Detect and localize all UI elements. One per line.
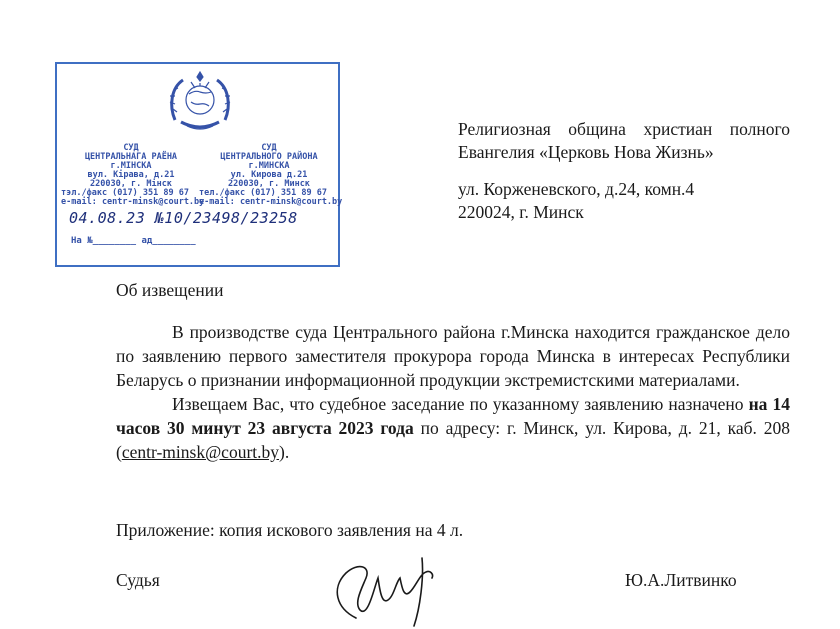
addressee-block (458, 118, 790, 224)
stamp-handwritten-number: 04.08.23 №10/23498/23258 (69, 209, 298, 227)
para2-mid: по адресу: г. Минск, ул. Кирова, д. 21, каб. 208 ( (116, 418, 790, 462)
judge-title: Судья (116, 570, 160, 590)
stamp-district: ЦЕНТРАЛЬНАГА РАЁНА (84, 152, 178, 162)
stamp-left-block (61, 143, 205, 207)
stamp-email: e-mail: centr-minsk@court.by (61, 197, 205, 207)
stamp-court-label: СУД (261, 143, 277, 153)
stamp-tel: тел./факс (017) 351 89 67 (199, 188, 327, 198)
para2-end: ). (279, 442, 290, 462)
stamp-zip: 220030, г. Мiнск (90, 179, 172, 189)
stamp-city: г.МИНСКА (248, 161, 290, 171)
stamp-right-block (199, 143, 343, 207)
judge-signature-icon (316, 548, 456, 628)
address-line-2: 220024, г. Минск (458, 202, 584, 222)
stamp-street: вул. Кiрава, д.21 (87, 170, 175, 180)
body-paragraph-1: В производстве суда Центрального района г.Минска находится гражданское дело по заявлению первого заместителя прокурора города Минска в интересах Республики Беларусь о признании информационной продукции экстремистскими материалами. (116, 322, 790, 390)
addressee-organization: Религиозная община христиан полного Евангелия «Церковь Нова Жизнь» (458, 119, 790, 162)
stamp-district: ЦЕНТРАЛЬНОГО РАЙОНА (220, 152, 318, 162)
attachment-note: Приложение: копия искового заявления на 4 л. (116, 520, 464, 540)
stamp-zip: 220030, г. Минск (228, 179, 310, 189)
address-line-1: ул. Корженевского, д.24, комн.4 (458, 179, 695, 199)
letter-subject: Об извещении (116, 280, 224, 300)
addressee-address (458, 178, 790, 224)
body-paragraph-2 (116, 392, 790, 464)
stamp-reference-line: На №________ ад________ (71, 236, 196, 246)
stamp-court-label: СУД (123, 143, 139, 153)
judge-name: Ю.А.Литвинко (625, 570, 737, 590)
stamp-city: г.МIНСКА (110, 161, 152, 171)
stamp-email: e-mail: centr-minsk@court.by (199, 197, 343, 207)
stamp-street: ул. Кирова д.21 (230, 170, 308, 180)
stamp-tel: тэл./факс (017) 351 89 67 (61, 188, 189, 198)
para2-start: Извещаем Вас, что судебное заседание по указанному заявлению назначено (172, 394, 749, 414)
court-email-link[interactable]: centr-minsk@court.by (121, 442, 280, 462)
letter-body (116, 320, 790, 464)
court-stamp (55, 62, 343, 267)
belarus-emblem-icon (165, 66, 235, 140)
hearing-datetime: на 14 часов 30 минут 23 августа 2023 года (116, 394, 790, 438)
